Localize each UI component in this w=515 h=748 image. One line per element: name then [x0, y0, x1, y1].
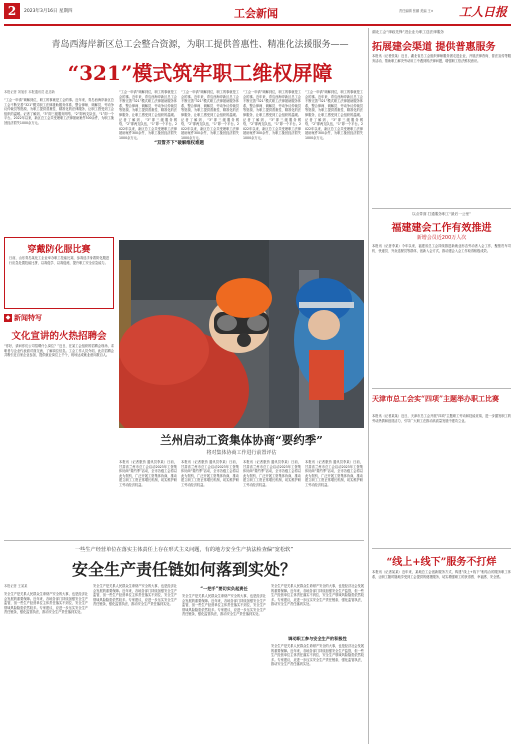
right-bottom-title: “线上+线下”服务不打烊 [386, 557, 497, 568]
right-divider-2 [372, 388, 511, 389]
lead-body-col5: “工会一申请”调解到位，职工的事就是工会的事。近年来，青岛西海岸新区总工会不断完善“321”模式职工法律援助服务体系，整合律师、调解员、劳动争议仲裁员等资源，为职工提供普惠性、精准化的法律服务，让职工感受到工会组织的温暖。记者了解到，“3”即三级服务网络，“2”即两支队伍，“1”即一个平台。2022年以来，新区总工会共受理职工法律援助案件300余件，为职工挽回经济损失1000余万元。 [305, 90, 363, 140]
issue-date: 2023年3月16日 星期四 [24, 9, 73, 14]
left-box [4, 237, 114, 309]
bottom-byline: 本报记者 王某某 [4, 584, 28, 588]
lead-headline: “321”模式筑牢职工维权屏障 [67, 61, 333, 85]
right-mid-body: 本报讯（记者李某）今年以来，福建省总工会持续推进新就业形态劳动者入会工作，聚焦货车司机、快递员、外卖送餐员等群体，创新入会方式，推动建会入会工作取得积极成效。 [372, 244, 511, 253]
photo-story-col1: 本报讯（记者康劲 通讯员李某）日前，甘肃省兰州市总工会启动2023年工资集体协商“要约季”活动，全市各级工会将以此为契机，广泛开展工资集体协商，推动建立职工工资正常增长机制，切实维护职工劳动经济权益。 [119, 460, 177, 487]
bottom-col1: 安全生产是关系人民群众生命财产安全的大事，也是经济社会发展的重要保障。近年来，各地各部门持续加强安全生产监管，但一些生产经营单位主体责任落实不到位，安全生产领域风险隐患依然较多。专家建议，应进一步压实安全生产责任链条，强化监管执法，推动安全生产责任落到实处。 [4, 592, 88, 615]
photo-story-col3: 本报讯（记者康劲 通讯员李某）日前，甘肃省兰州市总工会启动2023年工资集体协商“要约季”活动，全市各级工会将以此为契机，广泛开展工资集体协商，推动建立职工工资正常增长机制，切实维护职工劳动经济权益。 [243, 460, 301, 487]
right-divider-1 [372, 208, 511, 209]
left-box-title: 穿戴防化服比赛 [27, 245, 91, 255]
right-bottom-body: 本报讯（记者某某）近年来，某地总工会创新服务方式，构建“线上+线下”相结合的服务职工体系，让职工随时随地享受到工会提供的便捷服务，切实增强职工的获得感、幸福感、安全感。 [372, 570, 511, 579]
worker-photo-illustration [119, 240, 364, 428]
bottom-kicker: 一些生产经营单位在落实主体责任上存在形式主义问题，有的地方安全生产执法检查偏“宽松软” [74, 547, 294, 553]
worker-photo [119, 240, 364, 428]
bottom-divider [4, 540, 364, 541]
right-lower-title: 天津市总工会实“四项”主题举办职工比赛 [372, 394, 500, 403]
lead-body-col3: “工会一申请”调解到位，职工的事就是工会的事。近年来，青岛西海岸新区总工会不断完善“321”模式职工法律援助服务体系，整合律师、调解员、劳动争议仲裁员等资源，为职工提供普惠性、精准化的法律服务，让职工感受到工会组织的温暖。记者了解到，“3”即三级服务网络，“2”即两支队伍，“1”即一个平台。2022年以来，新区总工会共受理职工法律援助案件300余件，为职工挽回经济损失1000余万元。 [181, 90, 239, 140]
photo-story-col2: 本报讯（记者康劲 通讯员李某）日前，甘肃省兰州市总工会启动2023年工资集体协商“要约季”活动，全市各级工会将以此为契机，广泛开展工资集体协商，推动建立职工工资正常增长机制，切实维护职工劳动经济权益。 [181, 460, 239, 487]
right-lower-body: 本报讯（记者某某）近日，天津市总工会开展“四项”主题职工劳动和技能竞赛，进一步激发职工的劳动热情和创造活力，引导广大职工在推动高质量发展中建功立业。 [372, 414, 511, 423]
news-tag-icon: ◆ [5, 314, 11, 321]
lead-kicker: 青岛西海岸新区总工会整合资源，为职工提供普惠性、精准化法援服务—— [51, 40, 349, 50]
left-story-body: “你好，请问你们公司招聘什么岗位？”近日，在某工会组织的招聘会现场，求职者与企业代表面对面交流，了解岗位信息。工会工作人员介绍，此次招聘会共吸引近百家企业参加，提供就业岗位上千个，现场达成就业意向数百人。 [4, 344, 114, 358]
lead-body-col4: “工会一申请”调解到位，职工的事就是工会的事。近年来，青岛西海岸新区总工会不断完善“321”模式职工法律援助服务体系，整合律师、调解员、劳动争议仲裁员等资源，为职工提供普惠性、精准化的法律服务，让职工感受到工会组织的温暖。记者了解到，“3”即三级服务网络，“2”即两支队伍，“1”即一个平台。2022年以来，新区总工会共受理职工法律援助案件300余件，为职工挽回经济损失1000余万元。 [243, 90, 301, 140]
right-mid-subtitle: 新增会员近200万人次 [416, 235, 467, 241]
bottom-headline: 安全生产责任链如何落到实处？ [71, 560, 296, 579]
bottom-col2: 安全生产是关系人民群众生命财产安全的大事，也是经济社会发展的重要保障。近年来，各地各部门持续加强安全生产监管，但一些生产经营单位主体责任落实不到位，安全生产领域风险隐患依然较多。专家建议，应进一步压实安全生产责任链条，强化监管执法，推动安全生产责任落到实处。 [93, 584, 177, 607]
left-box-body: 日前，山东青岛某化工企业举办职工技能比赛，参赛选手身着防化服进行应急处置技能比拼，以赛促学、以赛促练，提升职工安全应急能力。 [9, 256, 109, 265]
right-divider-3 [372, 548, 511, 549]
news-tag [4, 313, 42, 323]
lead-body-col2: “工会一申请”调解到位，职工的事就是工会的事。近年来，青岛西海岸新区总工会不断完善“321”模式职工法律援助服务体系，整合律师、调解员、劳动争议仲裁员等资源，为职工提供普惠性、精准化的法律服务，让职工感受到工会组织的温暖。记者了解到，“3”即三级服务网络，“2”即两支队伍，“1”即一个平台。2022年以来，新区总工会共受理职工法律援助案件300余件，为职工挽回经济损失1000余万元。 [119, 90, 177, 140]
header-rule [4, 24, 511, 26]
bottom-subhead: “一把手”要切实负起责任 [200, 586, 248, 591]
bottom-subhead-2: 调动职工参与安全生产的积极性 [288, 636, 347, 641]
section-title: 工会新闻 [234, 7, 278, 20]
right-top-body: 本报讯（记者张某）近日，湖北省总工会组织律师服务团走进企业，开展法律咨询、普法宣传等服务活动，帮助职工解决劳动用工中遇到的法律问题，增强职工依法维权意识。 [372, 54, 511, 63]
right-mid-kicker: 以点带面 打通服务职工“最后一公里” [412, 212, 471, 216]
right-mid-title: 福建建会工作有效推进 [391, 223, 492, 234]
masthead-logo: 工人日报 [459, 5, 508, 19]
bottom-col5: 安全生产是关系人民群众生命财产安全的大事，也是经济社会发展的重要保障。近年来，各地各部门持续加强安全生产监管，但一些生产经营单位主体责任落实不到位，安全生产领域风险隐患依然较多。专家建议，应进一步压实安全生产责任链条，强化监管执法，推动安全生产责任落到实处。 [271, 644, 364, 667]
bottom-col3: 安全生产是关系人民群众生命财产安全的大事，也是经济社会发展的重要保障。近年来，各地各部门持续加强安全生产监管，但一些生产经营单位主体责任落实不到位，安全生产领域风险隐患依然较多。专家建议，应进一步压实安全生产责任链条，强化监管执法，推动安全生产责任落到实处。 [182, 594, 266, 617]
lead-body-col1: “工会一申请”调解到位，职工的事就是工会的事。近年来，青岛西海岸新区总工会不断完善“321”模式职工法律援助服务体系，整合律师、调解员、劳动争议仲裁员等资源，为职工提供普惠性、精准化的法律服务，让职工感受到工会组织的温暖。记者了解到，“3”即三级服务网络，“2”即两支队伍，“1”即一个平台。2022年以来，新区总工会共受理职工法律援助案件300余件，为职工挽回经济损失1000余万元。 [4, 98, 114, 125]
news-tag-label: 新闻特写 [14, 314, 42, 322]
page-number: 2 [4, 3, 20, 19]
photo-caption-subtitle: 将对集体协商工作进行前置评估 [206, 450, 277, 456]
photo-caption-title: 兰州启动工资集体协商“要约季” [160, 433, 323, 447]
bottom-col4: 安全生产是关系人民群众生命财产安全的大事，也是经济社会发展的重要保障。近年来，各地各部门持续加强安全生产监管，但一些生产经营单位主体责任落实不到位，安全生产领域风险隐患依然较多。专家建议，应进一步压实安全生产责任链条，强化监管执法，推动安全生产责任落到实处。 [271, 584, 364, 607]
right-column-rule [368, 28, 369, 744]
page-header [4, 3, 511, 23]
lead-byline: 本报记者 刘旭东 本报通讯员 赵忠新 [4, 90, 55, 94]
right-top-kicker: 湖北工会“律政先锋”进企业为职工送法律服务 [372, 30, 445, 34]
right-top-title: 拓展建会渠道 提供普惠服务 [372, 42, 496, 53]
lead-subhead: “双管齐下”破解维权难题 [154, 141, 204, 146]
left-story-title: 文化宣讲的火热招聘会 [11, 331, 107, 342]
editor-line: 责任编辑 张鹏 美编 王× [399, 9, 434, 13]
photo-story-col4: 本报讯（记者康劲 通讯员李某）日前，甘肃省兰州市总工会启动2023年工资集体协商“要约季”活动，全市各级工会将以此为契机，广泛开展工资集体协商，推动建立职工工资正常增长机制，切实维护职工劳动经济权益。 [305, 460, 363, 487]
